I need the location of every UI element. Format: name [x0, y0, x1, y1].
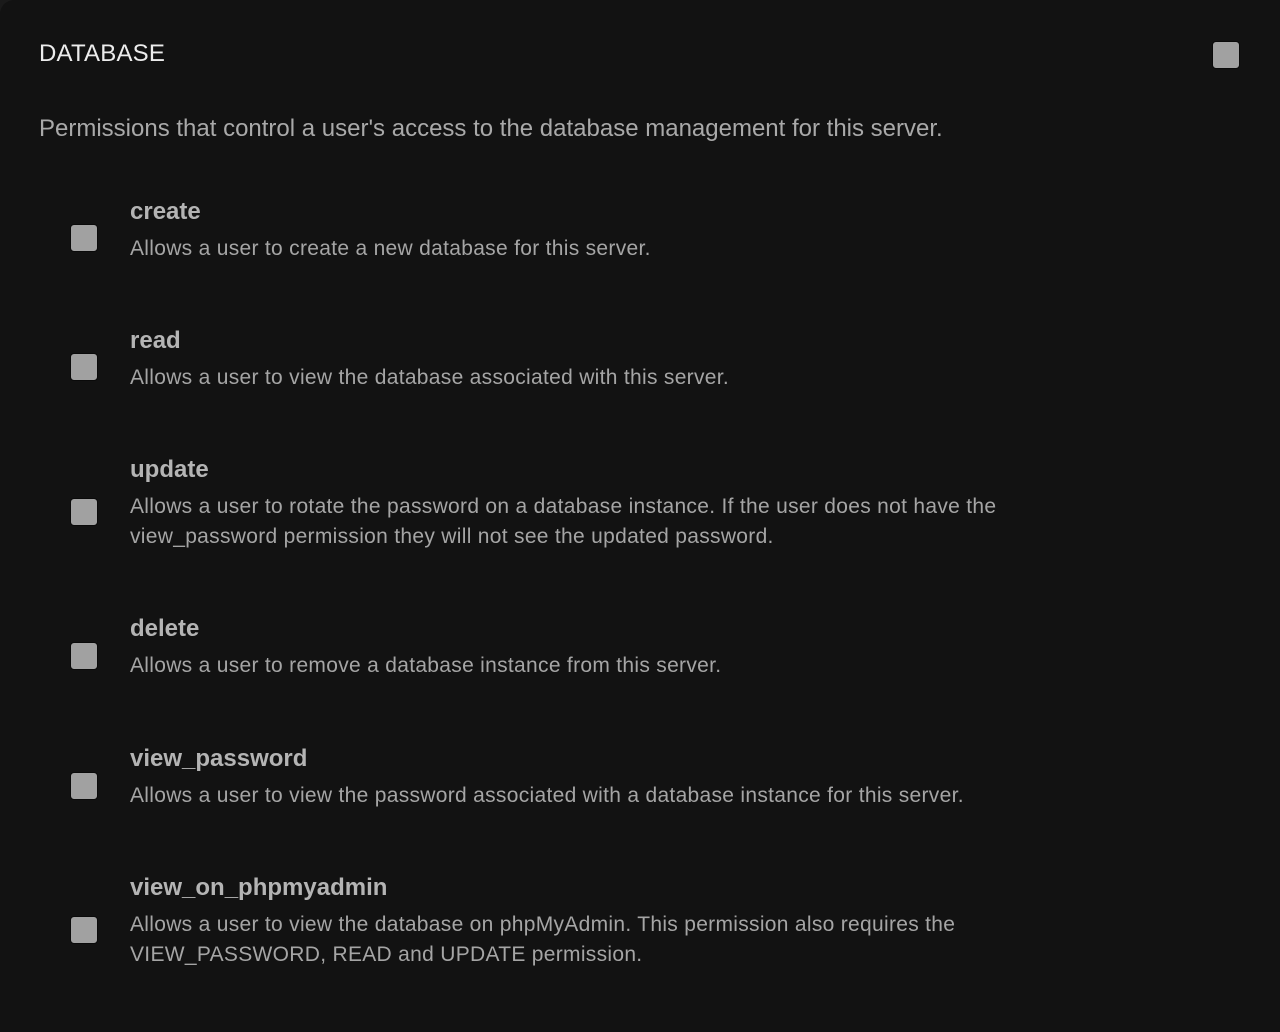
permission-checkbox[interactable]: [70, 916, 98, 944]
permission-description: Allows a user to create a new database for this server.: [130, 237, 651, 260]
permission-checkbox[interactable]: [70, 772, 98, 800]
permission-description: Allows a user to rotate the password on a database instance. If the user does not have the view_password permission they will not see the updated password.: [130, 495, 997, 548]
permission-checkbox[interactable]: [70, 224, 98, 252]
permission-label: view_password: [130, 745, 308, 772]
permission-description: Allows a user to view the database on phpMyAdmin. This permission also requires the VIEW_PASSWORD, READ and UPDATE permission.: [130, 913, 956, 966]
permission-label: update: [130, 456, 209, 483]
select-all-checkbox[interactable]: [1212, 41, 1240, 69]
section-description: Permissions that control a user's access to the database management for this server.: [39, 115, 943, 142]
section-title: DATABASE: [39, 40, 166, 67]
permission-label: create: [130, 198, 201, 225]
permission-checkbox[interactable]: [70, 642, 98, 670]
permission-label: view_on_phpmyadmin: [130, 874, 388, 901]
permission-description: Allows a user to view the database associated with this server.: [130, 366, 730, 389]
permission-description: Allows a user to view the password associated with a database instance for this server.: [130, 784, 964, 807]
permission-description: Allows a user to remove a database instance from this server.: [130, 654, 722, 677]
permission-checkbox[interactable]: [70, 353, 98, 381]
permission-label: read: [130, 327, 181, 354]
permission-checkbox[interactable]: [70, 498, 98, 526]
permission-label: delete: [130, 615, 200, 642]
